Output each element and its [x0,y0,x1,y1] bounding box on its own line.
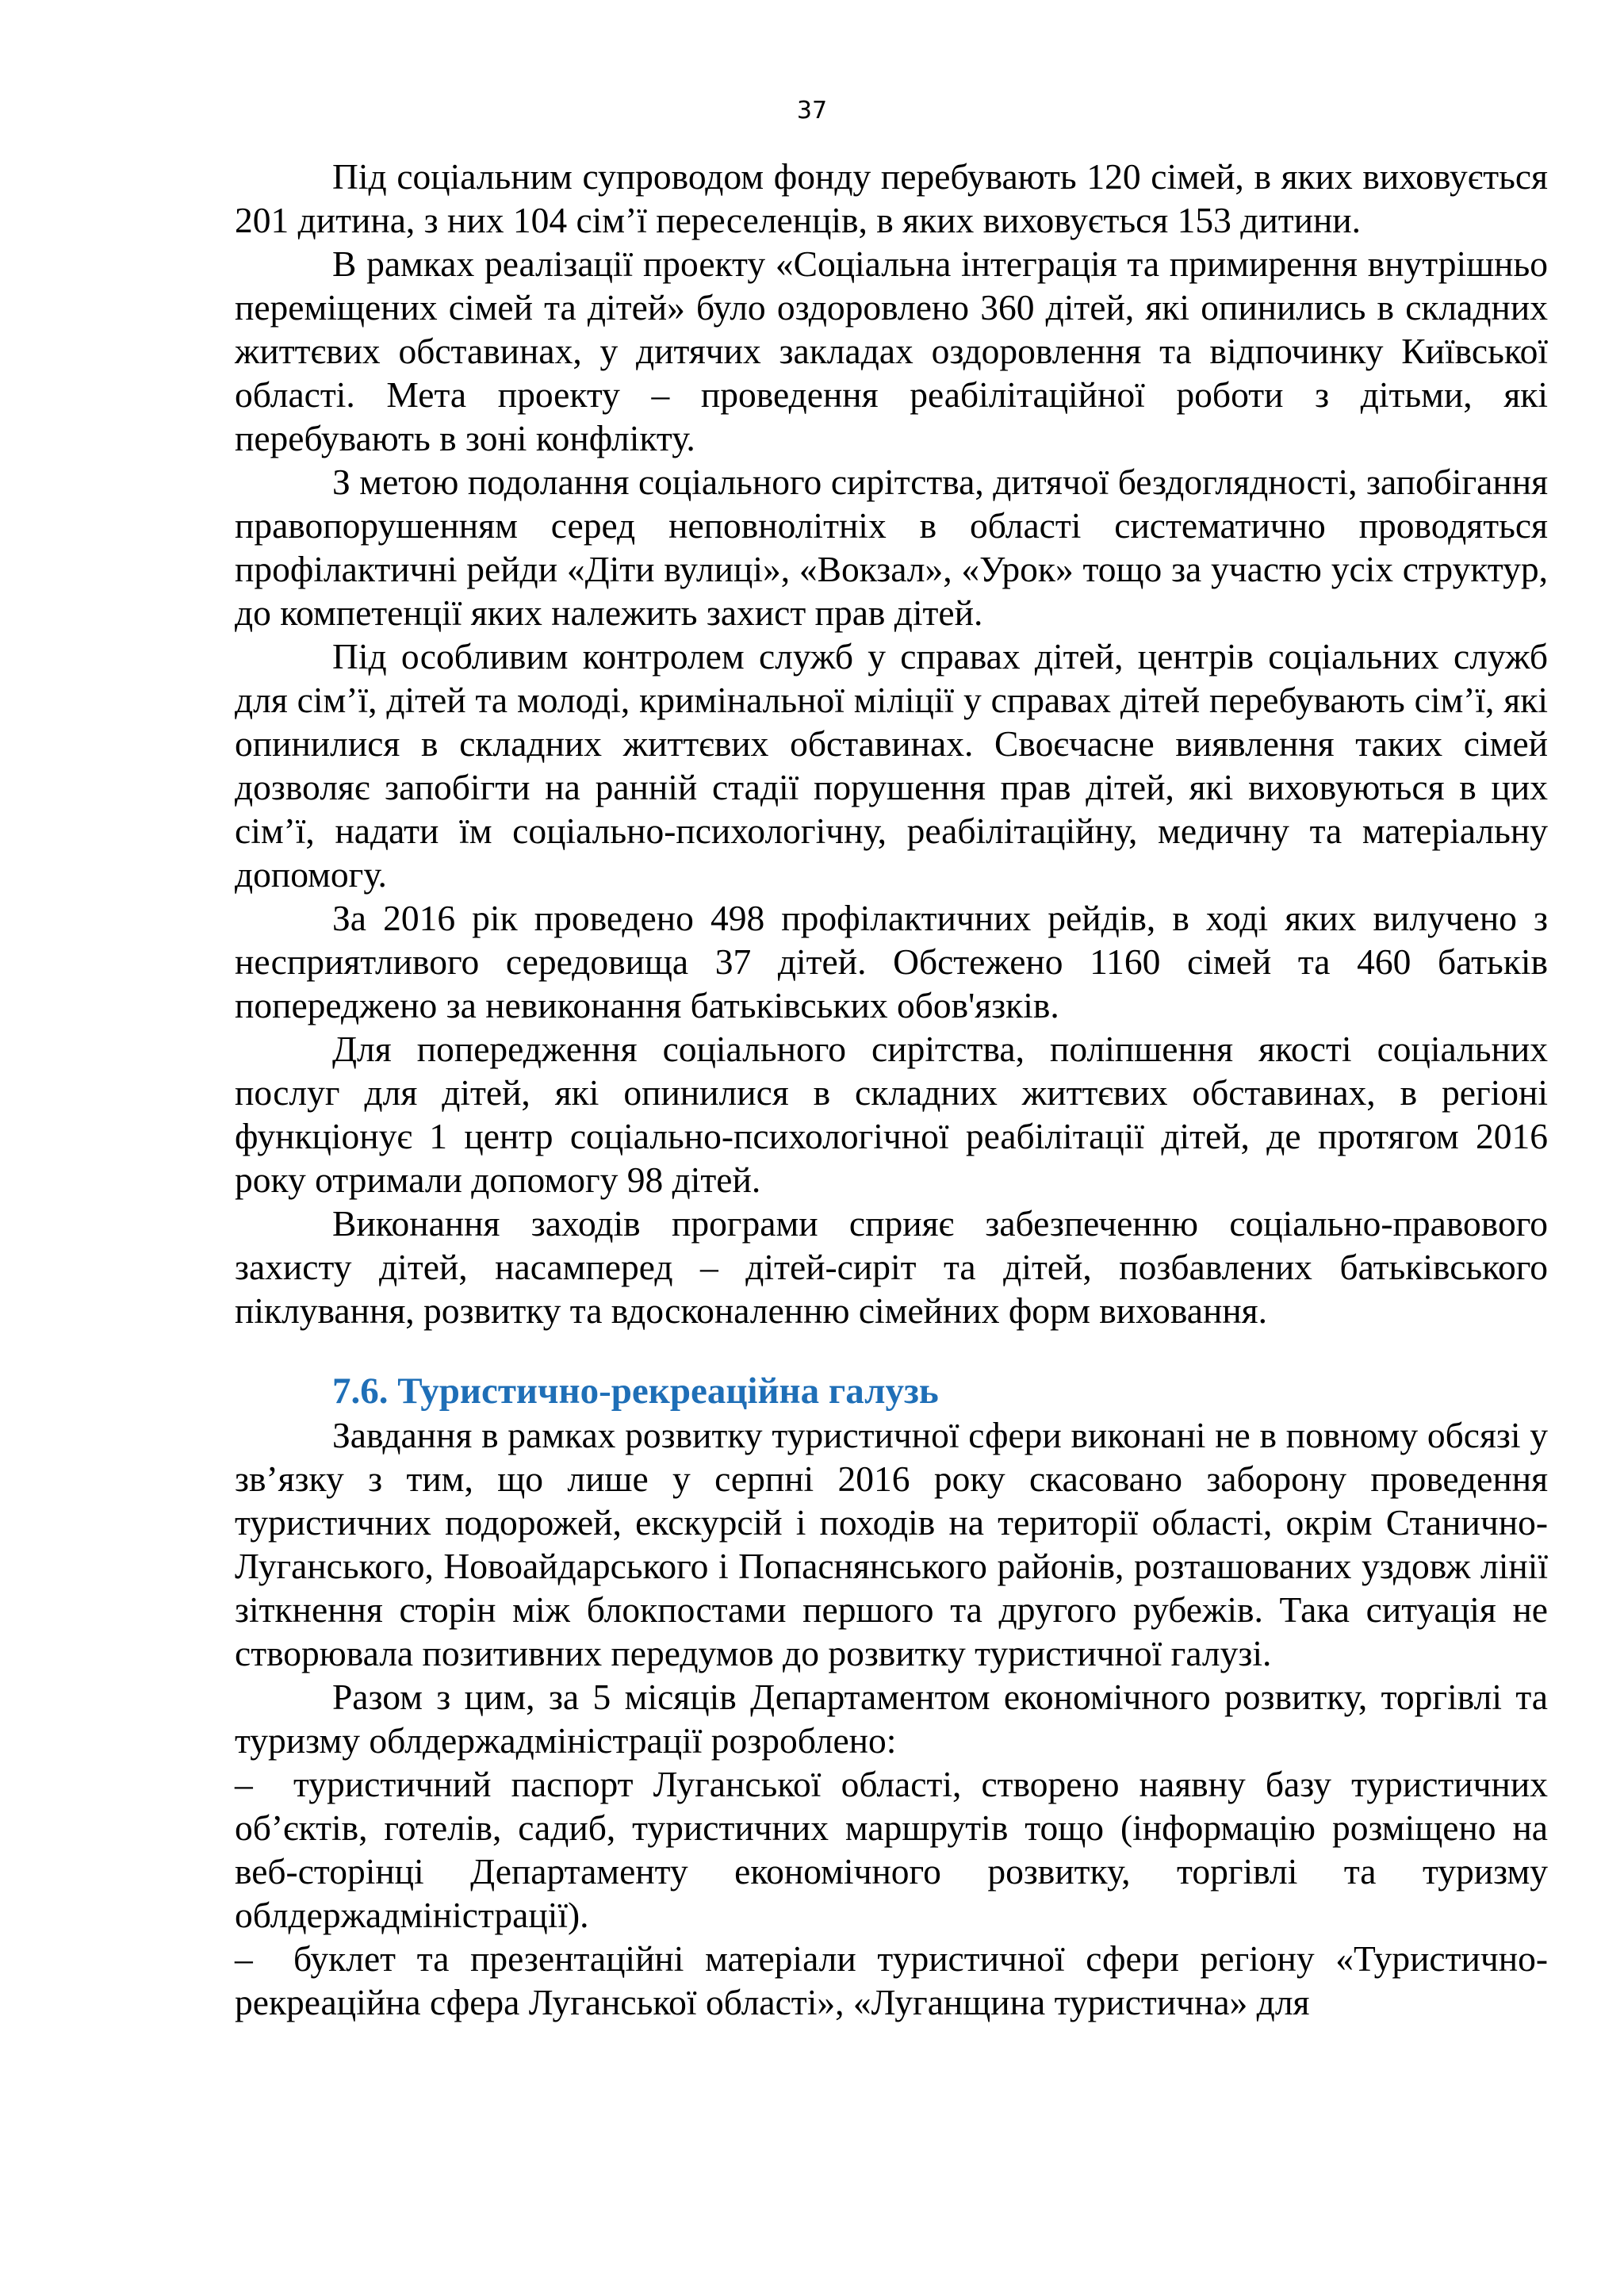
list-dash: – [235,1764,253,1804]
list-item-text: туристичний паспорт Луганської області, створено наявну базу туристичних об’єктів, готелів, садиб, туристичних маршрутів тощо (інформацію розміщено на веб-сторінці Департаменту економічного розвитку, торгівлі та туризму облдержадміністрації). [235,1764,1548,1935]
paragraph: Завдання в рамках розвитку туристичної сфери виконані не в повному обсязі у зв’язку з тим, що лише у серпні 2016 року скасовано заборону проведення туристичних подорожей, екскурсій і походів на території області, окрім Станично-Луганського, Новоайдарського і Попаснянського районів, розташованих уздовж лінії зіткнення сторін між блокпостами першого та другого рубежів. Така ситуація не створювала позитивних передумов до розвитку туристичної галузі. [235,1415,1548,1673]
paragraph: Разом з цим, за 5 місяців Департаментом економічного розвитку, торгівлі та туризму облдержадміністрації розроблено: [235,1677,1548,1761]
list-item [235,1937,1548,2024]
paragraph: З метою подолання соціального сирітства, дитячої бездоглядності, запобігання правопорушенням серед неповнолітніх в області систематично проводяться профілактичні рейди «Діти вулиці», «Вокзал», «Урок» тощо за участю усіх структур, до компетенції яких належить захист прав дітей. [235,462,1548,633]
page-number: 37 [796,97,828,125]
list-dash: – [235,1938,253,1979]
paragraph: Для попередження соціального сирітства, поліпшення якості соціальних послуг для дітей, які опинилися в складних життєвих обставинах, в регіоні функціонує 1 центр соціально-психологічної реабілітації дітей, де протягом 2016 року отримали допомогу 98 дітей. [235,1029,1548,1200]
list-item [235,1762,1548,1937]
paragraph: Під соціальним супроводом фонду перебувають 120 сімей, в яких виховується 201 дитина, з них 104 сім’ї переселенців, в яких виховується 153 дитини. [235,156,1548,240]
paragraph: Виконання заходів програми сприяє забезпеченню соціально-правового захисту дітей, насамперед – дітей-сиріт та дітей, позбавлених батьківського піклування, розвитку та вдосконаленню сімейних форм виховання. [235,1203,1548,1331]
paragraph: В рамках реалізації проекту «Соціальна інтеграція та примирення внутрішньо переміщених сімей та дітей» було оздоровлено 360 дітей, які опинились в складних життєвих обставинах, у дитячих закладах оздоровлення та відпочинку Київської області. Мета проекту – проведення реабілітаційної роботи з дітьми, які перебувають в зоні конфлікту. [235,243,1548,458]
paragraph: Під особливим контролем служб у справах дітей, центрів соціальних служб для сім’ї, дітей та молоді, кримінальної міліції у справах дітей перебувають сім’ї, які опинилися в складних життєвих обставинах. Своєчасне виявлення таких сімей дозволяє запобігти на ранній стадії порушення прав дітей, які виховуються в цих сім’ї, надати їм соціально-психологічну, реабілітаційну, медичну та матеріальну допомогу. [235,636,1548,895]
list-item-text: буклет та презентаційні матеріали туристичної сфери регіону «Туристично-рекреаційна сфера Луганської області», «Луганщина туристична» для [235,1938,1548,2022]
section-heading: 7.6. Туристично-рекреаційна галузь [332,1370,939,1412]
page-body [235,155,1548,2024]
paragraph: За 2016 рік проведено 498 профілактичних рейдів, в ході яких вилучено з несприятливого середовища 37 дітей. Обстежено 1160 сімей та 460 батьків попереджено за невиконання батьківських обов'язків. [235,898,1548,1025]
